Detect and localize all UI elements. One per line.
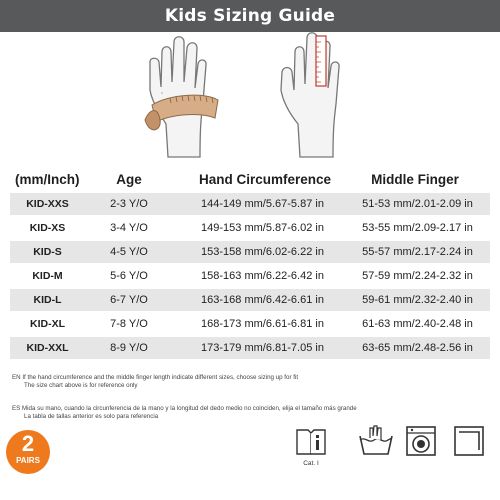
size-cell: KID-S xyxy=(33,246,62,258)
size-cell: KID-XS xyxy=(29,222,66,234)
hand-cell: 153-158 mm/6.02-6.22 in xyxy=(201,246,324,258)
table-row xyxy=(10,241,490,263)
pairs-label: PAIRS xyxy=(16,456,40,465)
note-en-line2: The size chart above is for reference only xyxy=(24,382,138,389)
age-cell: 3-4 Y/O xyxy=(110,222,148,234)
size-cell: KID-M xyxy=(32,270,63,282)
table-row xyxy=(10,193,490,215)
hand-cell: 158-163 mm/6.22-6.42 in xyxy=(201,270,324,282)
finger-cell: 59-61 mm/2.32-2.40 in xyxy=(362,294,473,306)
table-row xyxy=(10,265,490,287)
hand-cell: 149-153 mm/5.87-6.02 in xyxy=(201,222,324,234)
note-es-line1: ES Mida su mano, cuando la circunferencia de la mano y la longitud del dedo medio no coinciden, elija el tamaño más grande xyxy=(12,405,357,412)
machine-wash-icon xyxy=(404,424,438,463)
size-cell: KID-L xyxy=(33,294,62,306)
category-label: Cat. I xyxy=(303,460,319,467)
middle-finger-measure-icon xyxy=(281,33,339,157)
pairs-badge xyxy=(6,430,50,474)
table-row xyxy=(10,337,490,359)
age-cell: 6-7 Y/O xyxy=(110,294,148,306)
column-header-hand: Hand Circumference xyxy=(198,172,332,187)
finger-cell: 61-63 mm/2.40-2.48 in xyxy=(362,318,473,330)
tumble-dry-icon xyxy=(452,424,486,463)
hand-illustrations xyxy=(0,32,500,162)
table-row xyxy=(10,289,490,311)
finger-cell: 55-57 mm/2.17-2.24 in xyxy=(362,246,473,258)
column-header-age: Age xyxy=(116,172,142,187)
column-header-finger: Middle Finger xyxy=(371,172,459,187)
table-row xyxy=(10,217,490,239)
finger-cell: 63-65 mm/2.48-2.56 in xyxy=(362,342,473,354)
page-title: Kids Sizing Guide xyxy=(164,6,336,26)
size-cell: KID-XXS xyxy=(26,198,69,210)
finger-cell: 51-53 mm/2.01-2.09 in xyxy=(362,198,473,210)
table-row xyxy=(10,313,490,335)
info-manual-icon xyxy=(294,424,328,463)
hand-measure-tape-icon xyxy=(145,37,218,157)
hand-cell: 173-179 mm/6.81-7.05 in xyxy=(201,342,324,354)
age-cell: 4-5 Y/O xyxy=(110,246,148,258)
hand-cell: 168-173 mm/6.61-6.81 in xyxy=(201,318,324,330)
finger-cell: 53-55 mm/2.09-2.17 in xyxy=(362,222,473,234)
age-cell: 8-9 Y/O xyxy=(110,342,148,354)
hand-cell: 144-149 mm/5.67-5.87 in xyxy=(201,198,324,210)
hand-cell: 163-168 mm/6.42-6.61 in xyxy=(201,294,324,306)
age-cell: 7-8 Y/O xyxy=(110,318,148,330)
age-cell: 2-3 Y/O xyxy=(110,198,148,210)
finger-cell: 57-59 mm/2.24-2.32 in xyxy=(362,270,473,282)
pairs-count: 2 xyxy=(21,431,35,456)
size-cell: KID-XXL xyxy=(26,342,69,354)
table-header xyxy=(10,165,490,195)
hand-wash-icon xyxy=(356,424,396,463)
column-header-unit: (mm/Inch) xyxy=(15,172,80,187)
size-cell: KID-XL xyxy=(30,318,65,330)
age-cell: 5-6 Y/O xyxy=(110,270,148,282)
header-bar xyxy=(0,0,500,32)
note-es-line2: La tabla de tallas anterior es solo para referencia xyxy=(24,413,159,420)
note-en-line1: EN If the hand circumference and the middle finger length indicate different sizes, choose sizing up for fit xyxy=(12,374,299,381)
